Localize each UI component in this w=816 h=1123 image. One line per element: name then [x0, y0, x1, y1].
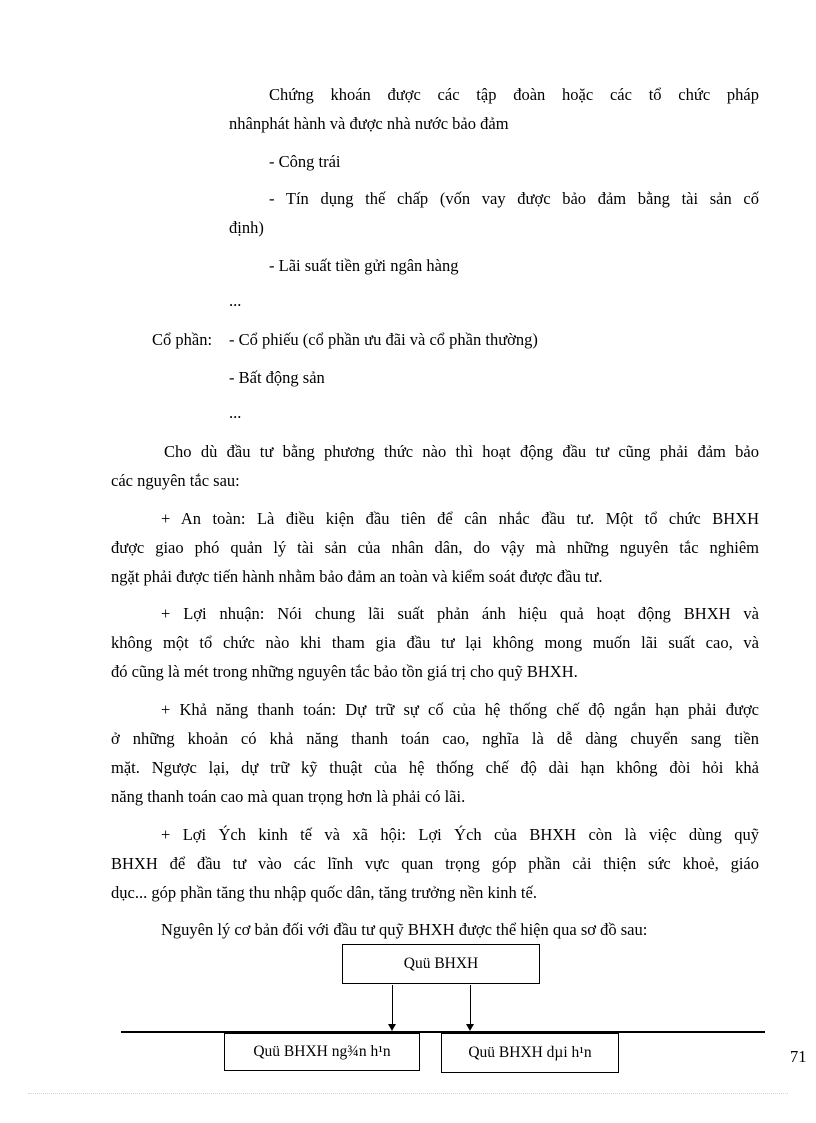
paragraph-line: + Lợi nhuận: Nói chung lãi suất phản ánh hiệu quả hoạt động BHXH và [161, 604, 759, 623]
paragraph-line: không một tổ chức nào khi tham gia đầu tư lại không mong muốn lãi suất cao, và [111, 633, 759, 652]
list-item: - Lãi suất tiền gửi ngân hàng [269, 256, 459, 275]
diagram-box-long-term-fund [441, 1033, 619, 1073]
paragraph-line: dục... góp phần tăng thu nhập quốc dân, tăng trưởng nền kinh tế. [111, 883, 537, 902]
diagram-box-label: Quü BHXH dµi h¹n [468, 1044, 592, 1061]
diagram-box-label: Quü BHXH ng¾n h¹n [253, 1043, 391, 1060]
arrowhead-left-icon [388, 1024, 396, 1031]
list-item: - Cổ phiếu (cổ phần ưu đãi và cổ phần thường) [229, 330, 538, 349]
list-item: - Bất động sản [229, 368, 325, 387]
diagram-box-fund [342, 944, 540, 984]
paragraph-line: các nguyên tắc sau: [111, 471, 240, 490]
paragraph-line: Nguyên lý cơ bản đối với đầu tư quỹ BHXH được thể hiện qua sơ đồ sau: [161, 920, 648, 939]
paragraph-line: được giao phó quản lý tài sản của nhân dân, do vậy mà những nguyên tắc nghiêm [111, 538, 759, 557]
page-bottom-divider [28, 1093, 788, 1094]
paragraph-line: + Khả năng thanh toán: Dự trữ sự cố của hệ thống chế độ ngắn hạn phải được [161, 700, 759, 719]
arrow-shaft-right [470, 985, 471, 1025]
paragraph-line: năng thanh toán cao mà quan trọng hơn là phải có lãi. [111, 787, 466, 806]
paragraph-line: nhânphát hành và được nhà nước bảo đảm [229, 114, 509, 133]
list-item: - Công trái [269, 152, 341, 171]
ellipsis: ... [229, 291, 242, 310]
paragraph-line: ngặt phải được tiến hành nhằm bảo đảm an toàn và kiểm soát được đầu tư. [111, 567, 603, 586]
list-item-continuation: định) [229, 218, 264, 237]
paragraph-line: + Lợi Ých kinh tế và xã hội: Lợi Ých của BHXH còn là việc dùng quỹ [161, 825, 759, 844]
paragraph-line: BHXH để đầu tư vào các lĩnh vực quan trọng góp phần cải thiện sức khoẻ, giáo [111, 854, 759, 873]
paragraph-line: mặt. Ngược lại, dự trữ kỹ thuật của hệ thống chế độ dài hạn không đòi hỏi khả [111, 758, 759, 777]
paragraph-line: Chứng khoán được các tập đoàn hoặc các tổ chức pháp [269, 85, 759, 104]
list-item: - Tín dụng thế chấp (vốn vay được bảo đảm bằng tài sản cố [269, 189, 759, 208]
paragraph-line: + An toàn: Là điều kiện đầu tiên để cân nhắc đầu tư. Một tổ chức BHXH [161, 509, 759, 528]
ellipsis: ... [229, 403, 242, 422]
diagram-box-short-term-fund [224, 1033, 420, 1071]
arrowhead-right-icon [466, 1024, 474, 1031]
arrow-shaft-left [392, 985, 393, 1025]
diagram-box-label: Quü BHXH [403, 955, 479, 972]
co-phan-label: Cổ phần: [152, 330, 213, 349]
page-number: 71 [790, 1047, 807, 1066]
paragraph-line: ở những khoản có khả năng thanh toán cao, nghĩa là dễ dàng chuyển sang tiền [111, 729, 759, 748]
paragraph-line: Cho dù đầu tư bằng phương thức nào thì hoạt động đầu tư cũng phải đảm bảo [164, 442, 759, 461]
paragraph-line: đó cũng là mét trong những nguyên tắc bảo tồn giá trị cho quỹ BHXH. [111, 662, 578, 681]
